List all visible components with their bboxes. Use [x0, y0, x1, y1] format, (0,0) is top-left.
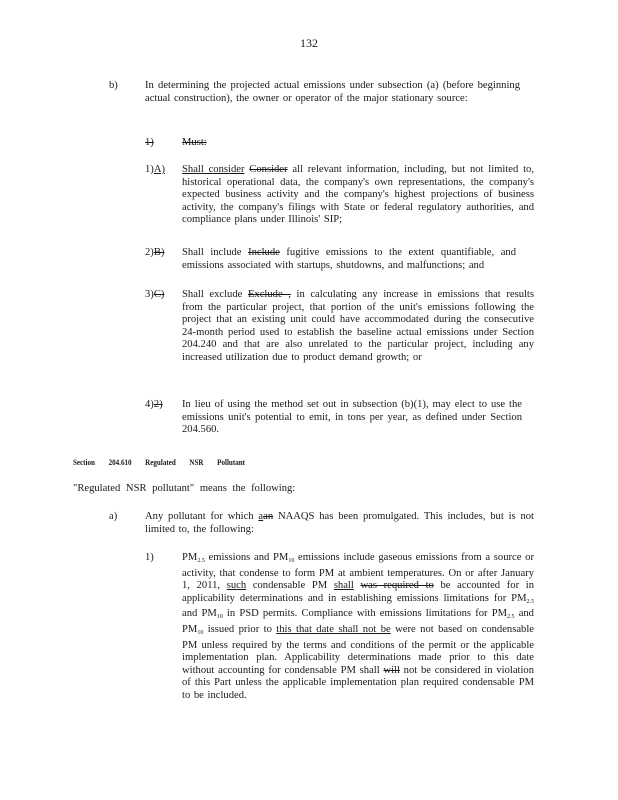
item-3-label — [145, 289, 164, 302]
item-3-text — [182, 289, 534, 365]
item-4-label — [145, 399, 163, 412]
subsection-a-old-word: an — [263, 511, 274, 522]
section-heading: Section 204.610 Regulated NSR Pollutant — [73, 458, 246, 467]
inserted-this-date-shall-not-be: this that date shall not be — [276, 623, 391, 635]
deleted-will: will — [383, 664, 400, 676]
subsection-b-label: b) — [109, 80, 118, 91]
item-2-label-old: B) — [153, 247, 165, 258]
pm-text: emissions and PM — [208, 552, 289, 563]
pm25-subscript: 2.5 — [526, 598, 534, 605]
item-4-label-new: 4) — [145, 399, 154, 410]
paragraph-text: emissions include gaseous emissions from a source or activity, that condense to form PM at ambient temperatures. On or after January 1, 2011, — [182, 552, 534, 592]
item-2-new-word: Shall include — [182, 247, 242, 258]
subsection-a-label: a) — [109, 511, 118, 522]
item-1-label-old: A) — [153, 164, 166, 175]
pm-text: PM — [182, 552, 198, 563]
item-3-label-old: C) — [153, 289, 165, 300]
struck-item-1-label: 1) — [145, 137, 154, 148]
item-2-old-word: Include — [248, 247, 280, 258]
paragraph-text: and PM — [182, 608, 217, 620]
paragraph-text: issued prior to — [207, 623, 272, 635]
subsection-a-before: Any pollutant for which — [145, 511, 254, 522]
item-1-label — [145, 164, 165, 177]
item-1-text — [182, 164, 534, 227]
item-2-text — [182, 247, 516, 272]
item-2-label-new: 2) — [145, 247, 154, 258]
subsection-a-text — [145, 511, 534, 536]
paragraph-text: condensable PM — [252, 580, 328, 592]
subsection-b-text: In determining the projected actual emissions under subsection (a) (before beginning actual construction), the owner or operator of the major stationary source: — [145, 80, 520, 104]
struck-item-must: Must: — [182, 137, 207, 148]
pm25-subscript: 2.5 — [197, 558, 205, 564]
inserted-such: such — [226, 580, 247, 592]
paragraph-text: in PSD permits. Compliance with emissions limitations for PM — [226, 608, 508, 620]
subsection-a-item-1-text — [182, 552, 534, 703]
item-3-label-new: 3) — [145, 289, 154, 300]
page-number: 132 — [300, 36, 318, 50]
inserted-shall: shall — [333, 580, 354, 592]
paragraph-text: not be considered in violation of this Part unless the applicable implementation plan required condensable PM to be included. — [182, 664, 535, 701]
pm25-subscript: 2.5 — [507, 614, 515, 621]
item-1-new-word: Shall consider — [182, 164, 245, 175]
subsection-a-new-word: a — [258, 511, 264, 522]
item-3-body: in calculating any increase in emissions that results from the particular project, that portion of the unit's emissions following the project that an existing unit could have accommodated during the consecutive 24-month period used to establish the baseline actual emissions under Section 204.240 and that are also unrelated to the particular project, including any increased utilization due to product demand growth; or — [182, 289, 534, 363]
item-3-new-word: Shall exclude — [182, 289, 243, 300]
deleted-was-required-to: was required to — [360, 580, 434, 592]
item-2-label — [145, 247, 164, 260]
item-1-label-new: 1) — [145, 164, 154, 175]
item-2-body: fugitive emissions to the extent quantifiable, and emissions associated with startups, shutdowns, and malfunctions; and — [182, 247, 516, 271]
item-1-old-word: Consider — [249, 164, 288, 175]
paragraph-text: be accounted for in applicability determinations and in establishing emissions limitations for PM — [182, 580, 535, 604]
paragraph-text: and PM — [182, 608, 534, 635]
definition-intro: "Regulated NSR pollutant" means the following: — [73, 483, 296, 494]
pm10-subscript: 10 — [216, 614, 223, 621]
subsection-a-after: NAAQS has been promulgated. This includes, but is not limited to, the following: — [145, 511, 534, 535]
paragraph-text: were not based on condensable PM unless required by the terms and conditions of the permit or the applicable implementation plan. Applicability determinations made prior to this date without accounting for condensable PM shall — [182, 623, 534, 676]
pm10-subscript: 10 — [197, 629, 204, 636]
item-3-old-word: Exclude , — [247, 289, 291, 300]
item-1-body: all relevant information, including, but not limited to, historical operational data, the company's own representations, the company's expected business activity and the company's highest projections of business activity, the company's filings with State or federal regulatory authorities, and compliance plans under Illinois' SIP; — [182, 164, 534, 226]
pm10-subscript: 10 — [288, 558, 295, 564]
item-4-text: In lieu of using the method set out in subsection (b)(1), may elect to use the emissions unit's potential to emit, in tons per year, as defined under Section 204.560. — [182, 399, 522, 436]
subsection-a-item-1-label: 1) — [145, 552, 154, 563]
item-4-label-old: 2) — [153, 399, 163, 410]
